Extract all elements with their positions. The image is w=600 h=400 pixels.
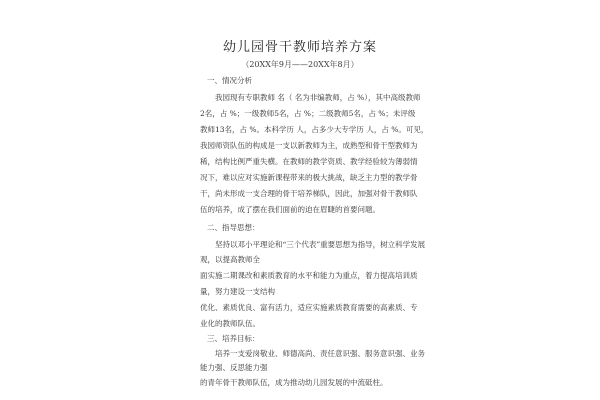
section-heading-situation: 一、情况分析 — [207, 76, 252, 85]
paragraph-line: 业化的教师队伍。 — [200, 319, 260, 328]
section-heading-guiding-ideology: 二、指导思想： — [207, 223, 260, 232]
document-title: 幼儿园骨干教师培养方案 — [222, 40, 377, 55]
paragraph-line: 稀，结构比例严重失横。在教师的教学资质、教学经验较为薄弱情 — [200, 157, 418, 166]
paragraph-line: 况下，难以应对实施新课程带来的极大挑战，缺乏主力型的教学骨 — [200, 173, 418, 182]
paragraph-line: 我园现有专职教师 名（ 名为非编教师，占 %），其中高级教师 — [215, 93, 421, 102]
paragraph-line: 干，尚未形成一支合理的骨干培养梯队，因此，加强对骨干教师队 — [200, 189, 418, 198]
paragraph-line: 培养一支爱岗敬业、师德高尚、责任意识强、服务意识强、业务 — [215, 349, 425, 358]
paragraph-line: 的青年骨干教师队伍，成为推动幼儿园发展的中流砥柱。 — [200, 378, 388, 387]
paragraph-line: 优化、素质优良、富有活力，适应实施素质教育需要的高素质、专 — [200, 303, 418, 312]
paragraph-line: 面实施二期课改和素质教育的水平和能力为重点，着力提高培训质 — [200, 271, 418, 280]
paragraph-line: 2名，占 %；一级教师5名，占 %；二级教师5名，占 %；未评级 — [200, 109, 416, 118]
section-heading-training-goals: 三、培养目标： — [207, 334, 260, 343]
paragraph-line: 坚持以邓小平理论和“三个代表”重要思想为指导，树立科学发展 — [215, 240, 426, 249]
paragraph-line: 观，以提高教师全 — [200, 255, 260, 264]
paragraph-line: 伍的培养，成了摆在我们面前的迫在眉睫的首要问题。 — [200, 205, 380, 214]
paragraph-line: 量，努力建设一支结构 — [200, 287, 275, 296]
paragraph-line: 教师13名，占 %。本科学历 人，占多少大专学历 人，占 %。可见， — [200, 125, 429, 134]
paragraph-line: 能力强、反思能力强 — [200, 363, 268, 372]
document-date-range: （20XX年9月——20XX年8月） — [241, 60, 359, 69]
paragraph-line: 我园师资队伍的构成是一支以新教师为主，成熟型和骨干型教师为 — [200, 141, 418, 150]
